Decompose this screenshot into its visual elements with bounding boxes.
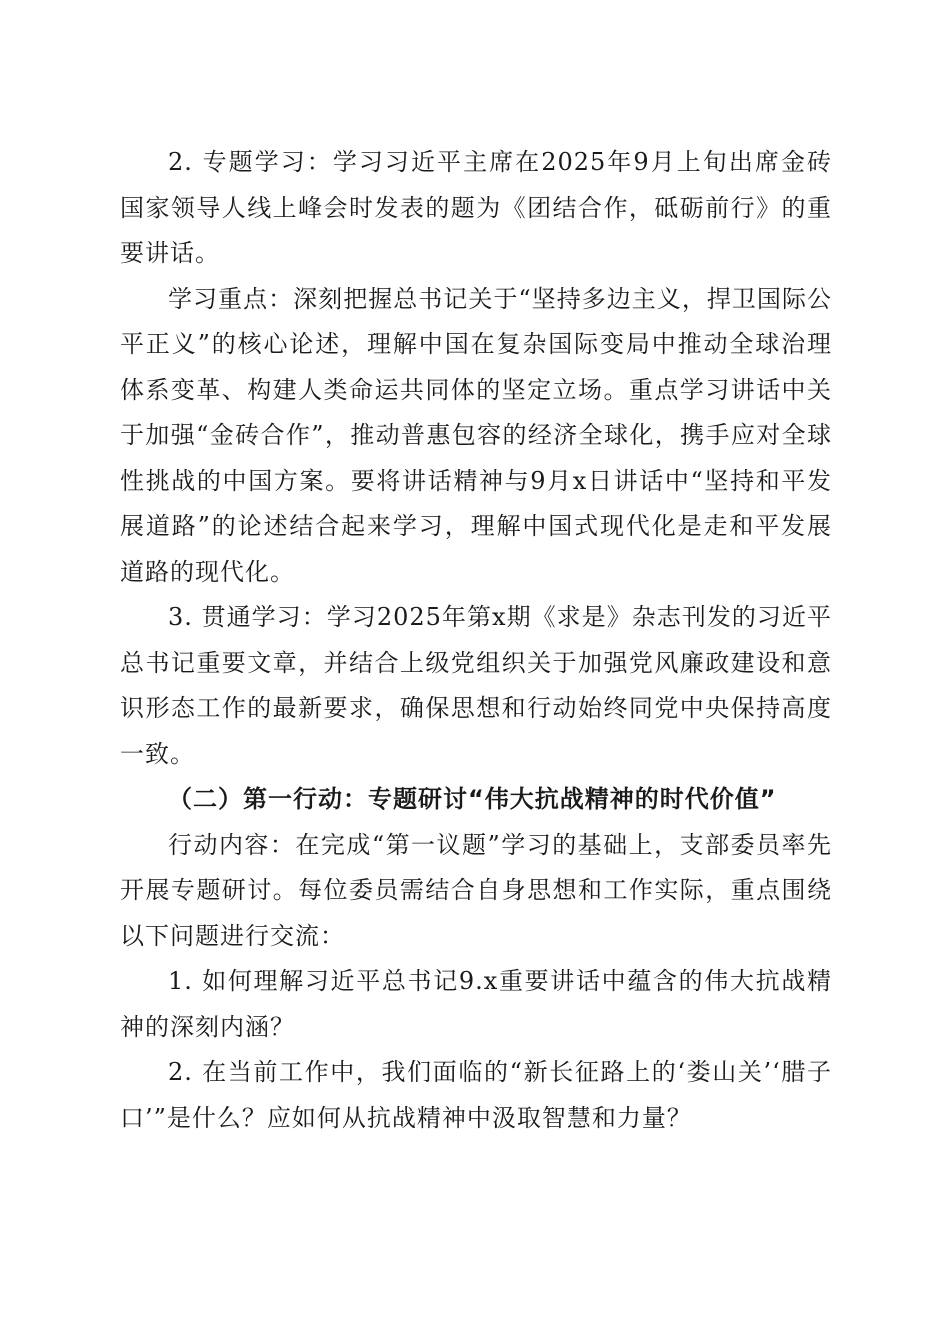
paragraph-question-1: 1. 如何理解习近平总书记9.x重要讲话中蕴含的伟大抗战精神的深刻内涵？ xyxy=(120,967,832,1041)
paragraph-action-content: 行动内容：在完成“第一议题”学习的基础上，支部委员率先开展专题研讨。每位委员需结合自身思想和工作实际，重点围绕以下问题进行交流： xyxy=(120,830,832,950)
document-body xyxy=(120,140,832,1141)
paragraph-study-focus: 学习重点：深刻把握总书记关于“坚持多边主义，捍卫国际公平正义”的核心论述，理解中国在复杂国际变局中推动全球治理体系变革、构建人类命运共同体的坚定立场。重点学习讲话中关于加强“金砖合作”，推动普惠包容的经济全球化，携手应对全球性挑战的中国方案。要将讲话精神与9月x日讲话中“坚持和平发展道路”的论述结合起来学习，理解中国式现代化是走和平发展道路的现代化。 xyxy=(120,284,832,586)
paragraph-question-2: 2. 在当前工作中，我们面临的“新长征路上的‘娄山关’‘腊子口’”是什么？应如何从抗战精神中汲取智慧和力量？ xyxy=(120,1058,832,1132)
paragraph-integrated-study: 3. 贯通学习：学习2025年第x期《求是》杂志刊发的习近平总书记重要文章，并结合上级党组织关于加强党风廉政建设和意识形态工作的最新要求，确保思想和行动始终同党中央保持高度一致。 xyxy=(120,603,832,768)
section-heading-first-action: （二）第一行动：专题研讨“伟大抗战精神的时代价值” xyxy=(168,785,777,813)
paragraph-topic-study: 2. 专题学习：学习习近平主席在2025年9月上旬出席金砖国家领导人线上峰会时发表的题为《团结合作，砥砺前行》的重要讲话。 xyxy=(120,148,832,267)
